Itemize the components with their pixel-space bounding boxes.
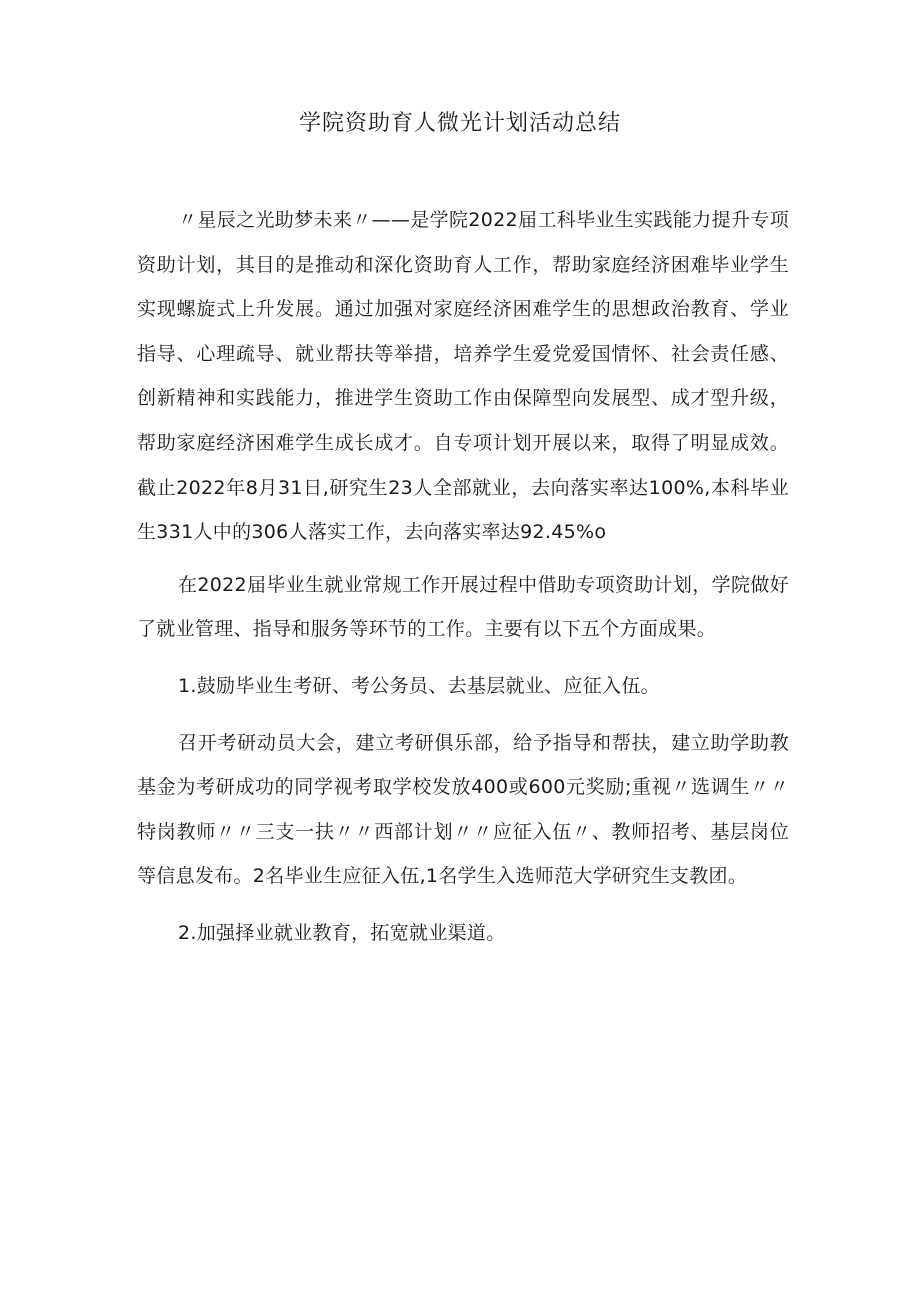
document-title: 学院资助育人微光计划活动总结 [298, 111, 621, 136]
paragraph-overview: 在2022届毕业生就业常规工作开展过程中借助专项资助计划，学院做好了就业管理、指导和服务等环节的工作。主要有以下五个方面成果。 [137, 573, 789, 641]
paragraph-intro: 〃星辰之光助梦未来〃——是学院2022届工科毕业生实践能力提升专项资助计划，其目的是推动和深化资助育人工作，帮助家庭经济困难毕业学生实现螺旋式上升发展。通过加强对家庭经济困难学生的思想政治教育、学业指导、心理疏导、就业帮扶等举措，培养学生爱党爱国情怀、社会责任感、创新精神和实践能力，推进学生资助工作由保障型向发展型、成才型升级，帮助家庭经济困难学生成长成才。自专项计划开展以来，取得了明显成效。截止2022年8月31日,研究生23人全部就业，去向落实率达100%,本科毕业生331人中的306人落实工作，去向落实率达92.45%o [137, 209, 789, 544]
paragraph-section-1: 召开考研动员大会，建立考研俱乐部，给予指导和帮扶，建立助学助教基金为考研成功的同学视考取学校发放400或600元奖励;重视〃选调生〃〃特岗教师〃〃三支一扶〃〃西部计划〃〃应征入伍〃、教师招考、基层岗位等信息发布。2名毕业生应征入伍,1名学生入选师范大学研究生支教团。 [137, 731, 789, 888]
section-heading-2: 2.加强择业就业教育，拓宽就业渠道。 [178, 921, 506, 944]
document-body [137, 198, 789, 956]
section-heading-1: 1.鼓励毕业生考研、考公务员、去基层就业、应征入伍。 [178, 674, 660, 697]
